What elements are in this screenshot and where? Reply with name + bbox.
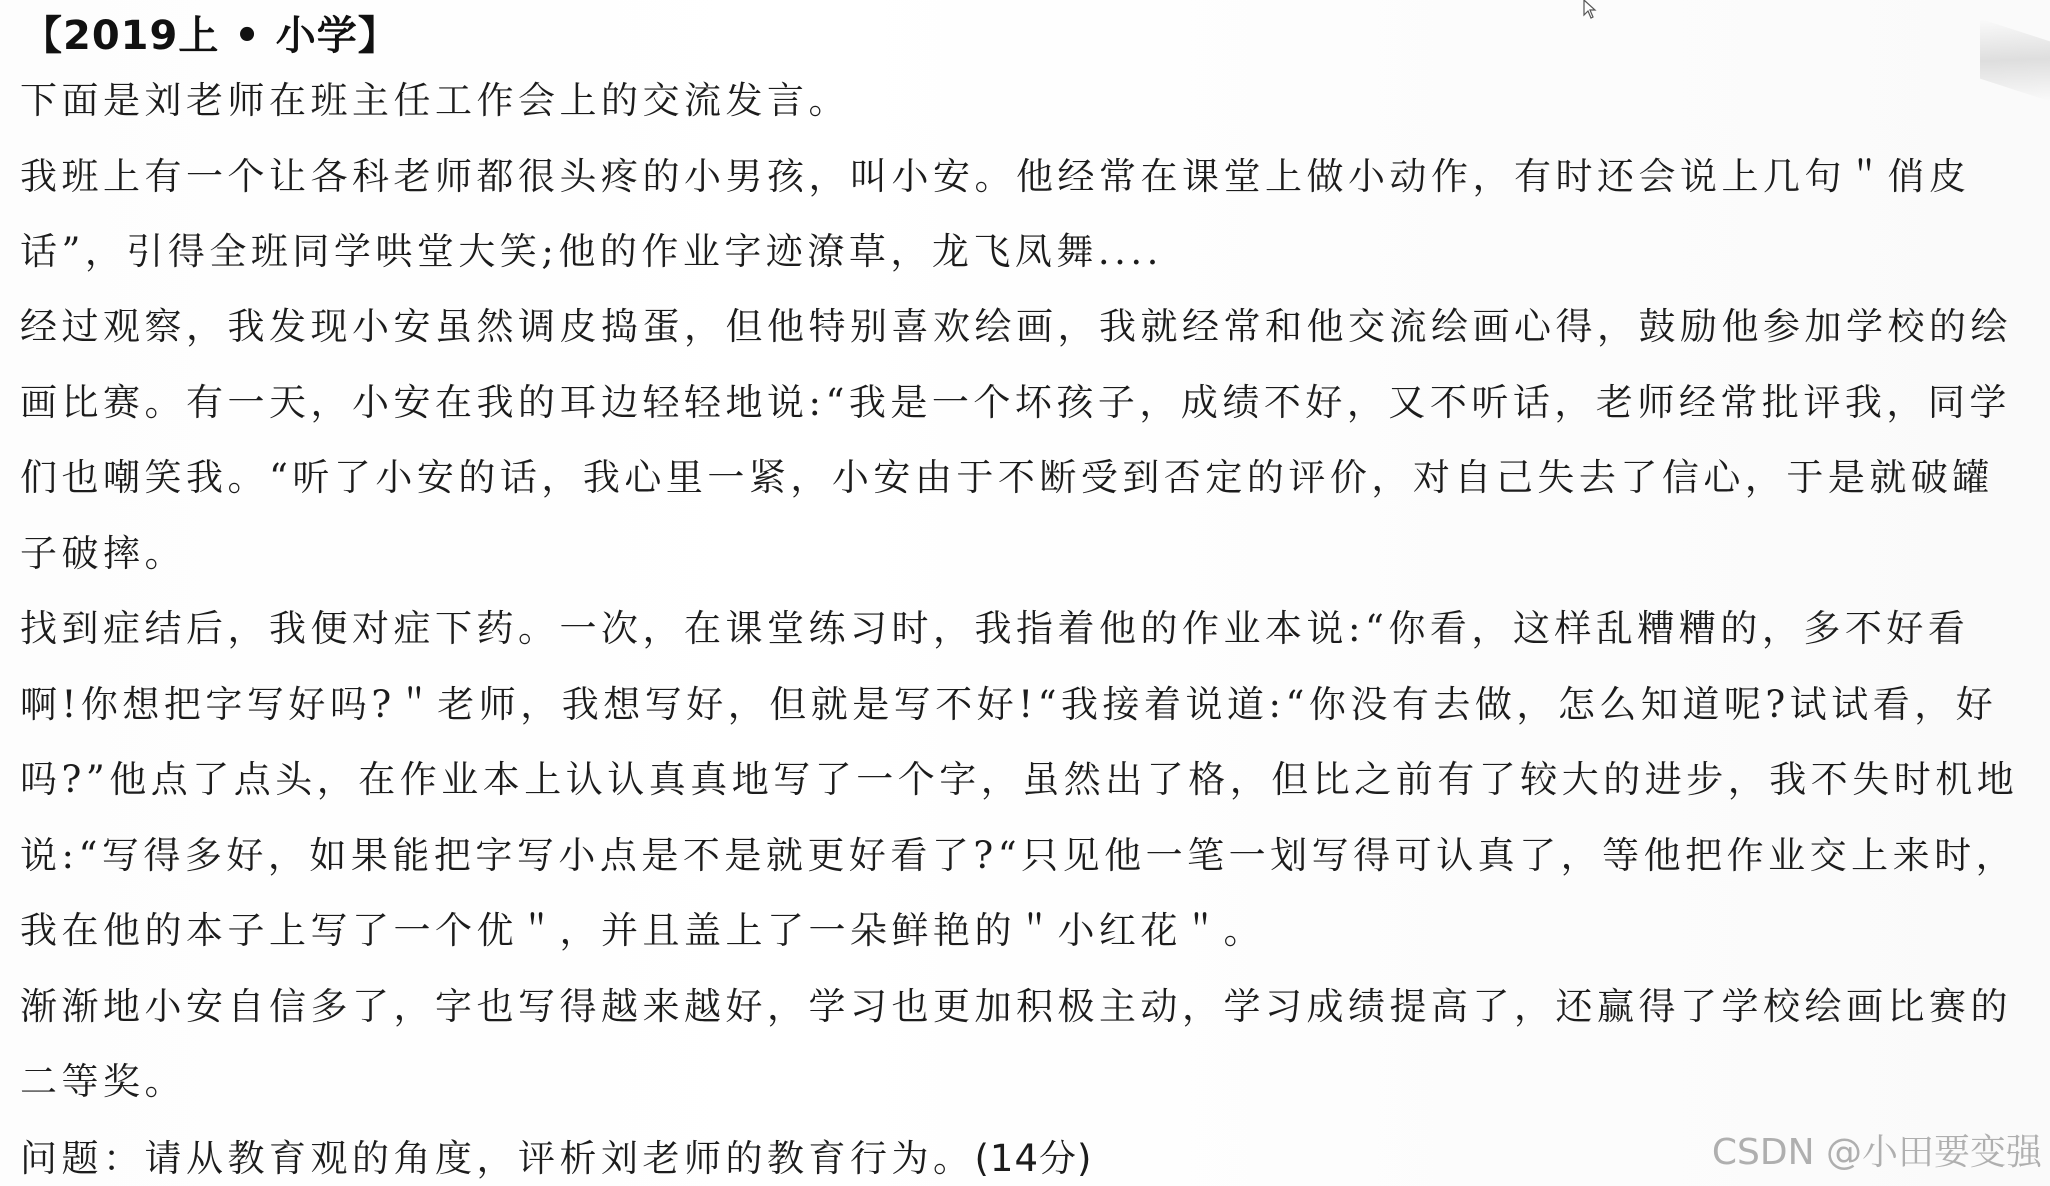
passage-line: 说:“写得多好，如果能把字写小点是不是就更好看了?“只见他一笔一划写得可认真了，等他把作业交上来时， — [20, 834, 2018, 877]
passage-line: 我在他的本子上写了一个优＂，并且盖上了一朵鲜艳的＂小红花＂。 — [20, 909, 1265, 952]
passage-line: 话”，引得全班同学哄堂大笑;他的作业字迹潦草，龙飞凤舞.... — [20, 230, 1163, 273]
passage-line: 画比赛。有一天，小安在我的耳边轻轻地说:“我是一个坏孩子，成绩不好，又不听话，老师经常批评我，同学 — [20, 381, 2011, 424]
question-score: (14分) — [974, 1137, 1093, 1180]
passage-line: 们也嘲笑我。“听了小安的话，我心里一紧，小安由于不断受到否定的评价，对自己失去了信心，于是就破罐 — [20, 456, 1994, 499]
mouse-cursor-icon — [1582, 0, 1602, 20]
passage-line: 啊!你想把字写好吗?＂老师，我想写好，但就是写不好!“我接着说道:“你没有去做，怎么知道呢?试试看，好 — [20, 683, 1998, 726]
passage-line: 子破摔。 — [20, 532, 186, 575]
passage-line: 我班上有一个让各科老师都很头疼的小男孩，叫小安。他经常在课堂上做小动作，有时还会说上几句＂俏皮 — [20, 155, 1971, 198]
exam-header: 【2019上 • 小学】 — [22, 13, 399, 59]
watermark: CSDN @小田要变强 — [1711, 1132, 2042, 1173]
page-curl-shadow — [1980, 19, 2050, 102]
passage-line: 下面是刘老师在班主任工作会上的交流发言。 — [20, 79, 850, 122]
passage-line: 二等奖。 — [20, 1060, 186, 1103]
passage-line: 渐渐地小安自信多了，字也写得越来越好，学习也更加积极主动，学习成绩提高了，还赢得了学校绘画比赛的 — [20, 985, 2012, 1028]
passage-line: 吗?”他点了点头，在作业本上认认真真地写了一个字，虽然出了格，但比之前有了较大的进步，我不失时机地 — [20, 758, 2019, 801]
passage-line: 找到症结后，我便对症下药。一次，在课堂练习时，我指着他的作业本说:“你看，这样乱糟糟的，多不好看 — [20, 607, 1970, 650]
question-prompt — [20, 1134, 1092, 1184]
question-text: 问题：请从教育观的角度，评析刘老师的教育行为。 — [20, 1137, 975, 1180]
passage-line: 经过观察，我发现小安虽然调皮捣蛋，但他特别喜欢绘画，我就经常和他交流绘画心得，鼓励他参加学校的绘 — [20, 305, 2012, 348]
